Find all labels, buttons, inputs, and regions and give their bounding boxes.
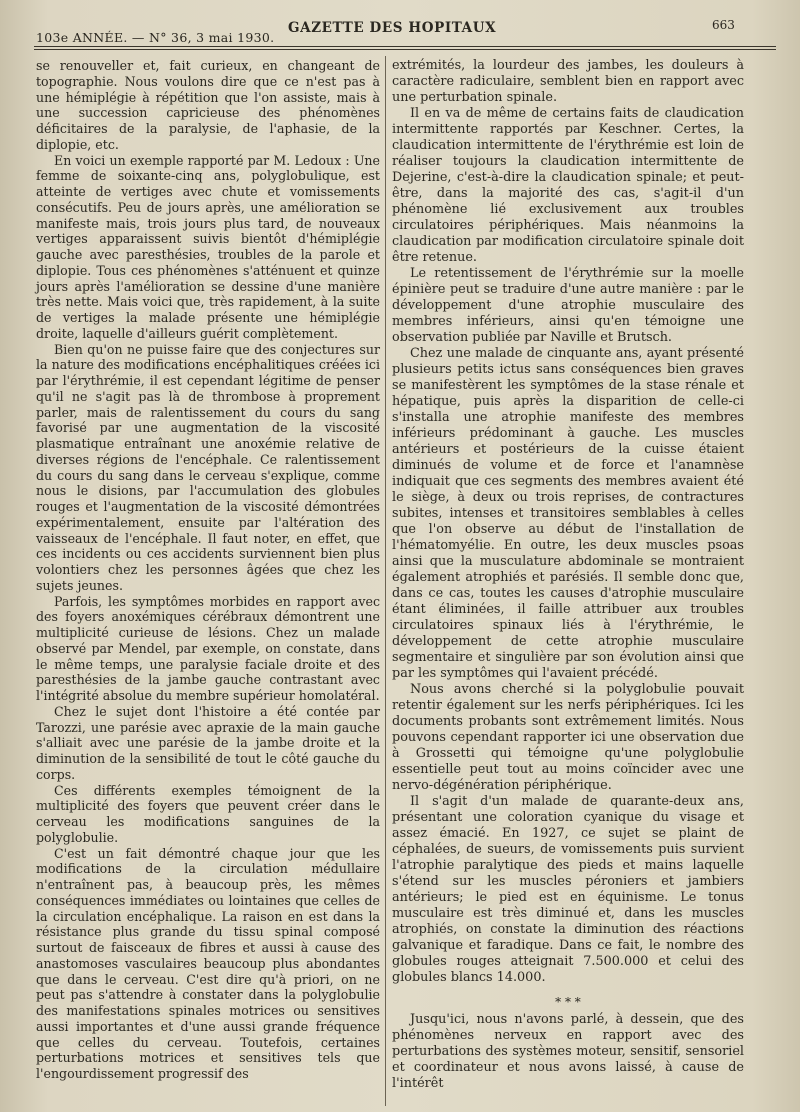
journal-title: GAZETTE DES HOPITAUX [288,20,497,36]
paragraph: Il en va de même de certains faits de claudication intermittente rapportés par Keschner. Certes, la claudication intermittente de l'érythrémie est loin de réaliser toujours la claudication intermittente de Dejerine, c'est-à-dire la claudication spinale; et peut-être, dans la majorité des cas, s'agit-il d'un phénomène lié exclusivement aux troubles circulatoires périphériques. Mais néanmoins la claudication par modification circulatoire spinale doit être retenue. [392,106,744,265]
paragraph: Jusqu'ici, nous n'avons parlé, à dessein, que des phénomènes nerveux en rapport avec des perturbations des systèmes moteur, sensitif, sensoriel et coordinateur et nous avons laissé, à cause de l'intérêt [392,1012,744,1091]
paragraph: Ces différents exemples témoignent de la multiplicité des foyers que peuvent créer dans le cerveau les modifications sanguines de la polyglobulie. [36,782,380,845]
page-header [36,18,736,44]
paragraph: Bien qu'on ne puisse faire que des conjectures sur la nature des modifications encéphalitiques créées ici par l'érythrémie, il est cependant légitime de penser qu'il ne s'agit pas là de thrombose à proprement parler, mais de ralentissement du cours du sang favorisé par une augmentation de la viscosité plasmatique entraînant une anoxémie relative de diverses régions de l'encéphale. Ce ralentissement du cours du sang dans le cerveau s'explique, comme nous le disions, par l'accumulation des globules rouges et l'augmentation de la viscosité démontrées expérimentalement, ensuite par l'altération des vaisseaux de l'encéphale. Il faut noter, en effet, que ces incidents ou ces accidents surviennent bien plus volontiers chez les personnes âgées que chez les sujets jeunes. [36,341,380,593]
paragraph: En voici un exemple rapporté par M. Ledoux : Une femme de soixante-cinq ans, polyglobulique, est atteinte de vertiges avec chute et vomissements consécutifs. Peu de jours après, une amélioration se manifeste mais, trois jours plus tard, de nouveaux vertiges apparaissent suivis bientôt d'hémiplégie gauche avec paresthésies, troubles de la parole et diplopie. Tous ces phénomènes s'atténuent et quinze jours après l'amélioration se dessine d'une manière très nette. Mais voici que, très rapidement, à la suite de vertiges la malade présente une hémiplégie droite, laquelle d'ailleurs guérit complètement. [36,152,380,341]
right-column [392,58,744,1092]
paragraph: Chez le sujet dont l'histoire a été contée par Tarozzi, une parésie avec apraxie de la main gauche s'alliait avec une parésie de la jambe droite et la diminution de la sensibilité de tout le côté gauche du corps. [36,703,380,782]
page-number: 663 [712,18,735,32]
paragraph: se renouveller et, fait curieux, en changeant de topographie. Nous voulons dire que ce n'est pas à une hémiplégie à répétition que l'on assiste, mais à une succession capricieuse des phénomènes déficitaires de la paralysie, de l'aphasie, de la diplopie, etc. [36,58,380,152]
paragraph: Chez une malade de cinquante ans, ayant présenté plusieurs petits ictus sans conséquences bien graves se manifestèrent les symptômes de la stase rénale et hépatique, puis après la disparition de celle-ci s'installa une atrophie manifeste des membres inférieurs prédominant à gauche. Les muscles antérieurs et postérieurs de la cuisse étaient diminués de volume et de force et l'anamnèse indiquait que ces segments des membres avaient été le siège, à deux ou trois reprises, de contractures subites, intenses et transitoires semblables à celles que l'on observe au début de l'installation de l'hématomyélie. En outre, les deux muscles psoas ainsi que la musculature abdominale se montraient également atrophiés et parésiés. Il semble donc que, dans ce cas, toutes les causes d'atrophie musculaire étant éliminées, il faille attribuer aux troubles circulatoires spinaux liés à l'érythrémie, le développement de cette atrophie musculaire segmentaire et singulière par son évolution ainsi que par les symptômes qui l'avaient précédé. [392,346,744,681]
issue-info: 103e ANNÉE. — N° 36, 3 mai 1930. [36,30,275,45]
paragraph: Le retentissement de l'érythrémie sur la moelle épinière peut se traduire d'une autre manière : par le développement d'une atrophie musculaire des membres inférieurs, ainsi qu'en témoigne une observation publiée par Naville et Brutsch. [392,266,744,345]
paragraph: Nous avons cherché si la polyglobulie pouvait retentir également sur les nerfs périphériques. Ici les documents probants sont extrêmement limités. Nous pouvons cependant rapporter ici une observation due à Grossetti qui témoigne qu'une polyglobulie essentielle peut tout au moins coïncider avec une nervo-dégénération périphérique. [392,682,744,793]
paragraph: C'est un fait démontré chaque jour que les modifications de la circulation médullaire n'entraînent pas, à beaucoup près, les mêmes conséquences immédiates ou lointaines que celles de la circulation encéphalique. La raison en est dans la résistance plus grande du tissu spinal composé surtout de faisceaux de fibres et aussi à cause des anastomoses vasculaires beaucoup plus abondantes que dans le cerveau. C'est dire qu'à priori, on ne peut pas s'attendre à constater dans la polyglobulie des manifestations spinales motrices ou sensitives aussi importantes et d'une aussi grande fréquence que celles du cerveau. Toutefois, certaines perturbations motrices et sensitives tels que l'engourdissement progressif des [36,845,380,1081]
header-rule [34,46,776,47]
header-rule-second [34,49,776,50]
section-separator: * * * [555,995,581,1009]
left-column [36,58,380,1082]
paragraph: Il s'agit d'un malade de quarante-deux ans, présentant une coloration cyanique du visage et assez émacié. En 1927, ce sujet se plaint de céphalées, de sueurs, de vomissements puis survient l'atrophie paralytique des pieds et mains laquelle s'étend sur les muscles péroniers et jambiers antérieurs; le pied est en équinisme. Le tonus musculaire est très diminué et, dans les muscles atrophiés, on constate la diminution des réactions galvanique et faradique. Dans ce fait, le nombre des globules rouges atteignait 7.500.000 et celui des globules blancs 14.000. [392,794,744,985]
column-divider [385,56,386,1106]
paragraph: Parfois, les symptômes morbides en rapport avec des foyers anoxémiques cérébraux démontrent une multiplicité curieuse de lésions. Chez un malade observé par Mendel, par exemple, on constate, dans le même temps, une paralysie faciale droite et des paresthésies de la jambe gauche contrastant avec l'intégrité absolue du membre supérieur homolatéral. [36,593,380,703]
paragraph: extrémités, la lourdeur des jambes, les douleurs à caractère radiculaire, semblent bien en rapport avec une perturbation spinale. [392,58,744,105]
